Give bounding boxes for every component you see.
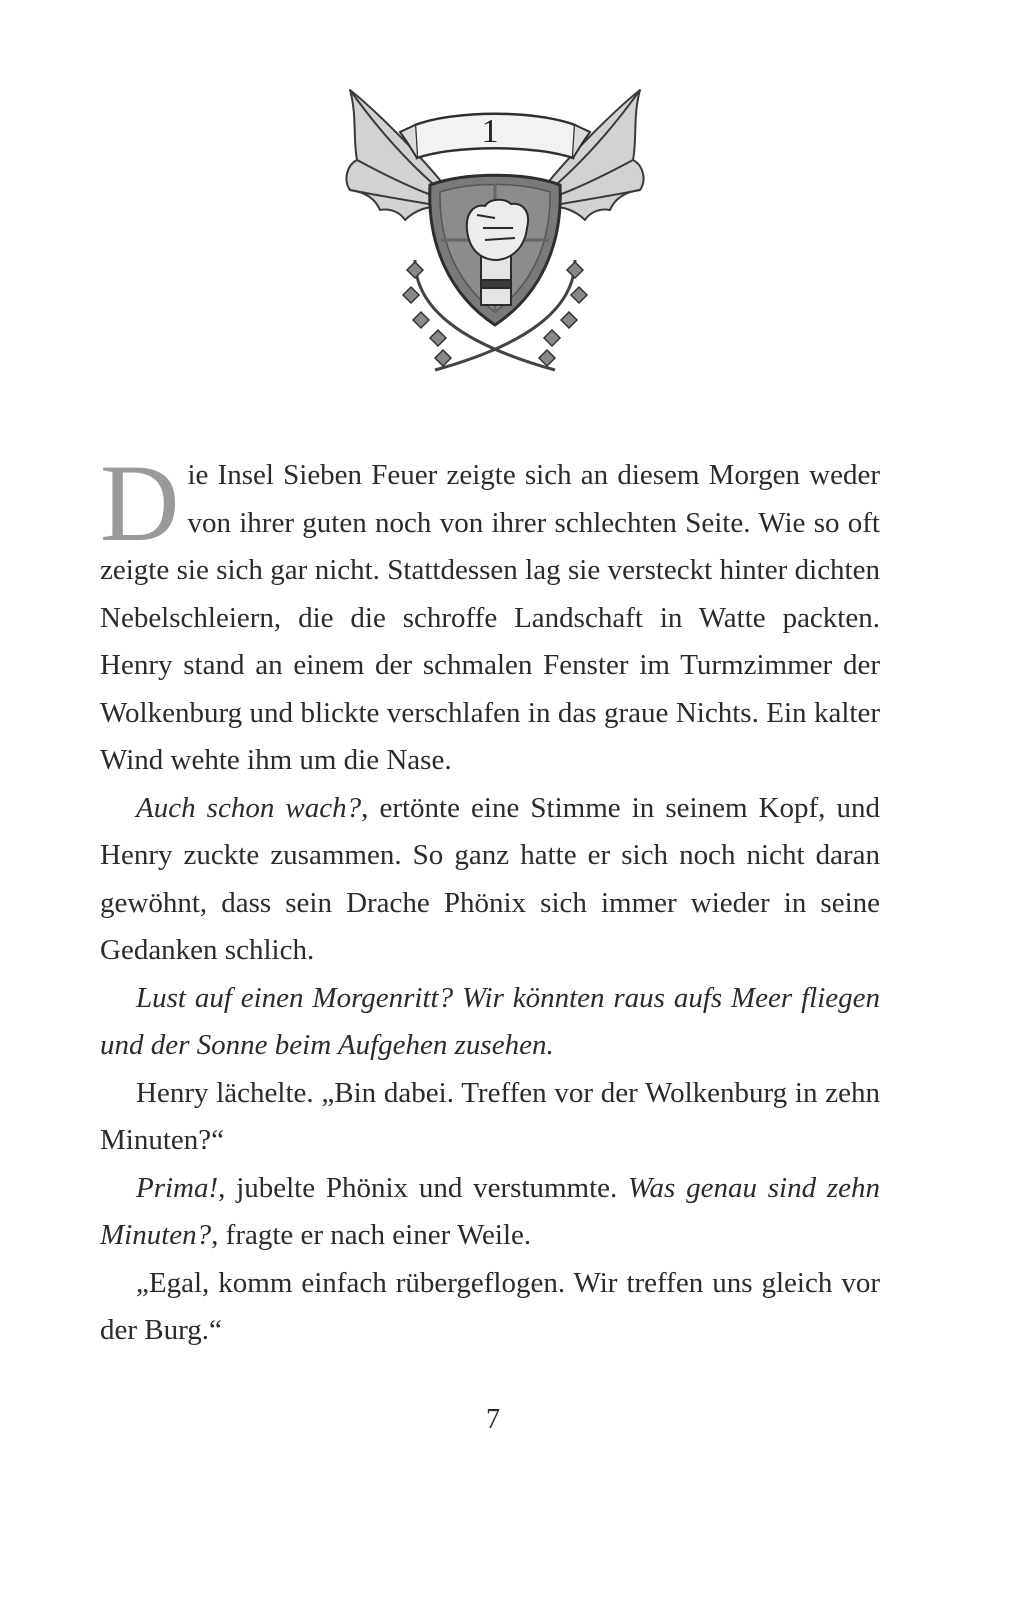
paragraph-5-italic-1: Prima! xyxy=(136,1171,219,1204)
first-paragraph xyxy=(100,442,880,785)
paragraph-5-italic-2: Was genau sind zehn Minuten? xyxy=(100,1171,881,1251)
paragraph-2-text: , ertönte eine Stimme in seinem Kopf, und Henry zuckte zusammen. So ganz hatte er sich noch nicht daran gewöhnt, dass sein Drache Phönix sich immer wieder in seine Gedanken schlich. xyxy=(100,791,881,966)
first-paragraph-text: ie Insel Sieben Feuer zeigte sich an diesem Morgen weder von ihrer guten noch von ihrer schlechten Seite. Wie so oft zeigte sie sich gar nicht. Stattdessen lag sie versteckt hinter dichten Nebelschleiern, die die schroffe Landschaft in Watte packten. Henry stand an einem der schmalen Fenster im Turmzimmer der Wolkenburg und blickte verschlafen in das graue Nichts. Ein kalter Wind wehte ihm um die Nase. xyxy=(100,459,880,776)
paragraph-4 xyxy=(100,1070,880,1165)
paragraph-2-italic: Auch schon wach? xyxy=(136,791,362,824)
paragraph-5 xyxy=(100,1165,880,1260)
drop-cap: D xyxy=(100,442,180,564)
paragraph-5-end: , fragte er nach einer Weile. xyxy=(211,1219,532,1251)
paragraph-5-middle: , jubelte Phönix und verstummte. xyxy=(218,1171,629,1204)
paragraph-4-text: Henry lächelte. „Bin dabei. Treffen vor der Wolkenburg in zehn Minuten?“ xyxy=(100,1076,880,1156)
chapter-number: 1 xyxy=(481,113,499,150)
paragraph-2 xyxy=(100,785,880,975)
chapter-text xyxy=(100,442,881,1355)
paragraph-6 xyxy=(100,1260,880,1355)
paragraph-6-text: „Egal, komm einfach rübergeflogen. Wir treffen uns gleich vor der Burg.“ xyxy=(100,1266,880,1346)
paragraph-3-italic: Lust auf einen Morgenritt? Wir könnten raus aufs Meer fliegen und der Sonne beim Aufgehen zusehen. xyxy=(100,981,880,1061)
page-number: 7 xyxy=(486,1404,500,1435)
paragraph-3 xyxy=(100,975,880,1070)
